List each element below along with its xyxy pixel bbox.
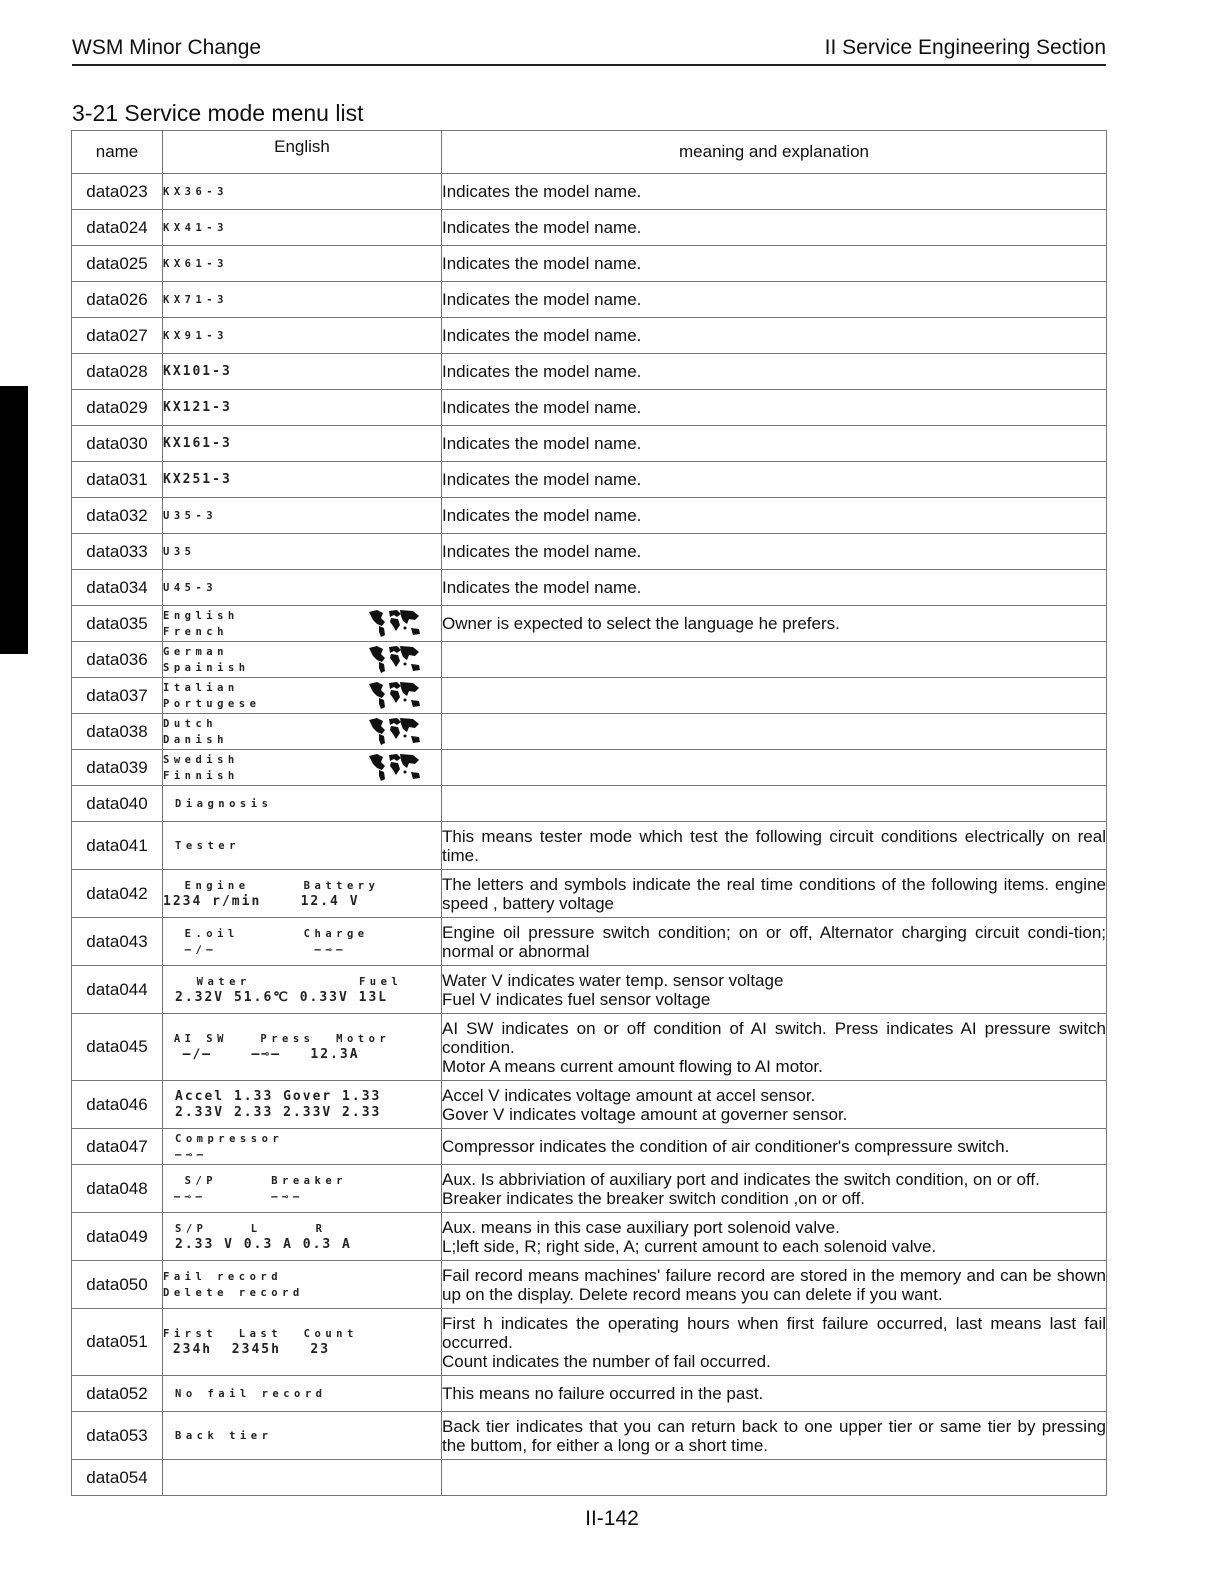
row-name: data035 <box>72 606 163 642</box>
world-map-icon <box>367 608 423 638</box>
explanation-line: Indicates the model name. <box>442 506 642 525</box>
display-line: KX121-3 <box>163 399 232 415</box>
row-display <box>163 1309 442 1376</box>
table-row <box>72 462 1107 498</box>
row-display <box>163 282 442 318</box>
display-line: Dutch <box>163 717 218 730</box>
table-row <box>72 606 1107 642</box>
table-row <box>72 174 1107 210</box>
row-display <box>163 1376 442 1412</box>
table-row <box>72 786 1107 822</box>
row-explanation <box>442 1309 1107 1376</box>
row-display <box>163 426 442 462</box>
table-row <box>72 1129 1107 1165</box>
row-explanation <box>442 318 1107 354</box>
row-display <box>163 1129 442 1165</box>
explanation-line: Back tier indicates that you can return back to one upper tier or same tier by pressing the buttom, for either a long or a short time. <box>442 1416 1106 1455</box>
row-name: data037 <box>72 678 163 714</box>
explanation-line: Indicates the model name. <box>442 254 642 273</box>
row-display <box>163 966 442 1014</box>
row-display <box>163 1165 442 1213</box>
table-row <box>72 822 1107 870</box>
table-row <box>72 1460 1107 1496</box>
table-row <box>72 1309 1107 1376</box>
row-name: data050 <box>72 1261 163 1309</box>
row-name: data044 <box>72 966 163 1014</box>
explanation-line: This means no failure occurred in the past. <box>442 1384 764 1403</box>
row-name: data029 <box>72 390 163 426</box>
row-name: data025 <box>72 246 163 282</box>
row-display <box>163 1213 442 1261</box>
display-line: German <box>163 645 228 658</box>
table-row <box>72 390 1107 426</box>
row-explanation <box>442 1129 1107 1165</box>
explanation-line: Indicates the model name. <box>442 434 642 453</box>
display-line: 2.32V 51.6℃ 0.33V 13L <box>175 989 389 1005</box>
row-name: data031 <box>72 462 163 498</box>
row-explanation <box>442 1412 1107 1460</box>
column-header-name: name <box>72 131 163 174</box>
display-line: —∕— —⊸— 12.3A <box>163 1047 360 1062</box>
table-row <box>72 498 1107 534</box>
explanation-line: Water V indicates water temp. sensor voltage <box>442 970 784 990</box>
display-line: English <box>163 609 239 622</box>
explanation-line: Indicates the model name. <box>442 578 642 597</box>
explanation-line: The letters and symbols indicate the real time conditions of the following items. engine speed , battery voltage <box>442 874 1106 913</box>
row-name: data043 <box>72 918 163 966</box>
row-display <box>163 318 442 354</box>
row-display <box>163 678 442 714</box>
row-explanation <box>442 1460 1107 1496</box>
explanation-line: Owner is expected to select the language he prefers. <box>442 614 840 633</box>
explanation-line: Indicates the model name. <box>442 542 642 561</box>
page-header <box>72 34 1106 66</box>
display-line: —∕— —⊸— <box>163 943 347 956</box>
row-explanation <box>442 354 1107 390</box>
display-line: Delete record <box>163 1286 304 1299</box>
explanation-line: AI SW indicates on or off condition of AI switch. Press indicates AI pressure switch condition. <box>442 1018 1106 1057</box>
display-line: —⊸— —⊸— <box>163 1190 304 1203</box>
table-row <box>72 1213 1107 1261</box>
display-line: Tester <box>175 839 240 852</box>
row-explanation <box>442 822 1107 870</box>
row-display <box>163 1460 442 1496</box>
row-name: data027 <box>72 318 163 354</box>
display-line: U45-3 <box>163 581 218 594</box>
page-number: II-142 <box>585 1507 639 1530</box>
row-explanation <box>442 282 1107 318</box>
row-explanation <box>442 966 1107 1014</box>
explanation-line: Aux. means in this case auxiliary port solenoid valve. <box>442 1217 840 1237</box>
row-display <box>163 1014 442 1081</box>
row-explanation <box>442 642 1107 678</box>
explanation-line: Indicates the model name. <box>442 362 642 381</box>
display-line: No fail record <box>175 1387 327 1400</box>
table-row <box>72 426 1107 462</box>
header-right-text: II Service Engineering Section <box>824 36 1106 59</box>
row-explanation <box>442 174 1107 210</box>
row-name: data036 <box>72 642 163 678</box>
row-name: data046 <box>72 1081 163 1129</box>
explanation-line: Indicates the model name. <box>442 398 642 417</box>
display-line: S/P L R <box>175 1222 327 1235</box>
row-explanation <box>442 246 1107 282</box>
table-row <box>72 918 1107 966</box>
row-name: data042 <box>72 870 163 918</box>
row-display <box>163 642 442 678</box>
explanation-line: Indicates the model name. <box>442 326 642 345</box>
row-name: data054 <box>72 1460 163 1496</box>
display-line: Swedish <box>163 753 239 766</box>
row-name: data051 <box>72 1309 163 1376</box>
row-name: data041 <box>72 822 163 870</box>
world-map-icon <box>367 752 423 782</box>
display-line: 2.33 V 0.3 A 0.3 A <box>175 1236 352 1252</box>
row-explanation <box>442 426 1107 462</box>
row-explanation <box>442 498 1107 534</box>
table-row <box>72 570 1107 606</box>
table-row <box>72 870 1107 918</box>
display-line: French <box>163 625 228 638</box>
explanation-line: Indicates the model name. <box>442 182 642 201</box>
explanation-line: Motor A means current amount flowing to AI motor. <box>442 1056 823 1076</box>
display-line: Fail record <box>163 1270 283 1283</box>
row-display <box>163 210 442 246</box>
row-display <box>163 750 442 786</box>
display-line: KX91-3 <box>163 329 228 342</box>
display-line: Water Fuel <box>175 975 403 988</box>
row-explanation <box>442 210 1107 246</box>
display-line: —⊸— <box>175 1148 208 1161</box>
display-line: Diagnosis <box>175 797 273 810</box>
display-line: KX36-3 <box>163 185 228 198</box>
row-explanation <box>442 462 1107 498</box>
display-line: E.oil Charge <box>163 927 369 940</box>
row-display <box>163 498 442 534</box>
row-name: data028 <box>72 354 163 390</box>
table-row <box>72 354 1107 390</box>
table-row <box>72 246 1107 282</box>
row-display <box>163 174 442 210</box>
explanation-line: Indicates the model name. <box>442 218 642 237</box>
display-line: Italian <box>163 681 239 694</box>
display-line: Portugese <box>163 697 261 710</box>
display-line: Spainish <box>163 661 250 674</box>
table-row <box>72 1412 1107 1460</box>
row-display <box>163 606 442 642</box>
row-name: data052 <box>72 1376 163 1412</box>
table-header-row <box>72 131 1107 174</box>
row-display <box>163 918 442 966</box>
explanation-line: Breaker indicates the breaker switch condition ,on or off. <box>442 1188 866 1208</box>
display-line: KX101-3 <box>163 363 232 379</box>
display-line: 1234 r/min 12.4 V <box>163 893 360 909</box>
row-explanation <box>442 1213 1107 1261</box>
row-explanation <box>442 534 1107 570</box>
row-explanation <box>442 1014 1107 1081</box>
row-name: data034 <box>72 570 163 606</box>
display-line: Back tier <box>175 1429 273 1442</box>
row-explanation <box>442 1261 1107 1309</box>
display-line: S/P Breaker <box>163 1174 347 1187</box>
row-display <box>163 390 442 426</box>
row-display <box>163 1081 442 1129</box>
row-explanation <box>442 1081 1107 1129</box>
row-name: data053 <box>72 1412 163 1460</box>
display-line: KX61-3 <box>163 257 228 270</box>
row-name: data033 <box>72 534 163 570</box>
row-name: data039 <box>72 750 163 786</box>
explanation-line: Indicates the model name. <box>442 470 642 489</box>
row-explanation <box>442 570 1107 606</box>
table-row <box>72 966 1107 1014</box>
row-explanation <box>442 606 1107 642</box>
row-name: data026 <box>72 282 163 318</box>
row-explanation <box>442 870 1107 918</box>
column-header-meaning: meaning and explanation <box>442 131 1107 174</box>
display-line: KX41-3 <box>163 221 228 234</box>
display-line: U35 <box>163 545 196 558</box>
explanation-line: Aux. Is abbriviation of auxiliary port and indicates the switch condition, on or off. <box>442 1169 1040 1189</box>
display-line: KX251-3 <box>163 471 232 487</box>
row-name: data047 <box>72 1129 163 1165</box>
table-row <box>72 714 1107 750</box>
display-line: Finnish <box>163 769 239 782</box>
row-explanation <box>442 390 1107 426</box>
world-map-icon <box>367 680 423 710</box>
row-name: data040 <box>72 786 163 822</box>
table-row <box>72 1014 1107 1081</box>
explanation-line: Gover V indicates voltage amount at governer sensor. <box>442 1104 848 1124</box>
table-row <box>72 534 1107 570</box>
table-row <box>72 1165 1107 1213</box>
row-display <box>163 1261 442 1309</box>
explanation-line: Accel V indicates voltage amount at accel sensor. <box>442 1085 816 1105</box>
table-row <box>72 210 1107 246</box>
world-map-icon <box>367 716 423 746</box>
row-name: data032 <box>72 498 163 534</box>
display-line: AI SW Press Motor <box>163 1033 391 1045</box>
explanation-line: L;left side, R; right side, A; current amount to each solenoid valve. <box>442 1236 937 1256</box>
row-explanation <box>442 1165 1107 1213</box>
explanation-line: Indicates the model name. <box>442 290 642 309</box>
row-explanation <box>442 786 1107 822</box>
table-row <box>72 1081 1107 1129</box>
column-header-english: English <box>163 131 442 174</box>
display-line: Compressor <box>175 1132 284 1145</box>
display-line: Accel 1.33 Gover 1.33 <box>175 1088 382 1104</box>
row-display <box>163 354 442 390</box>
explanation-line: Engine oil pressure switch condition; on or off, Alternator charging circuit condi-tion; normal or abnormal <box>442 922 1106 961</box>
row-display <box>163 870 442 918</box>
row-name: data049 <box>72 1213 163 1261</box>
display-line: U35-3 <box>163 509 218 522</box>
row-explanation <box>442 918 1107 966</box>
display-line: 2.33V 2.33 2.33V 2.33 <box>175 1104 382 1120</box>
row-explanation <box>442 678 1107 714</box>
section-title: 3-21 Service mode menu list <box>72 100 364 126</box>
row-explanation <box>442 714 1107 750</box>
explanation-line: This means tester mode which test the following circuit conditions electrically on real time. <box>442 826 1106 865</box>
explanation-line: Compressor indicates the condition of air conditioner's compressure switch. <box>442 1137 1010 1156</box>
row-name: data048 <box>72 1165 163 1213</box>
display-line: Danish <box>163 733 228 746</box>
service-menu-table <box>71 130 1107 1496</box>
table-row <box>72 1261 1107 1309</box>
header-left-text: WSM Minor Change <box>72 36 262 59</box>
row-display <box>163 822 442 870</box>
section-side-tab <box>0 386 28 654</box>
row-name: data038 <box>72 714 163 750</box>
row-explanation <box>442 750 1107 786</box>
explanation-line: Fuel V indicates fuel sensor voltage <box>442 989 711 1009</box>
table-row <box>72 750 1107 786</box>
table-row <box>72 282 1107 318</box>
world-map-icon <box>367 644 423 674</box>
row-explanation <box>442 1376 1107 1412</box>
row-display <box>163 786 442 822</box>
display-line: 234h 2345h 23 <box>163 1342 331 1357</box>
display-line: KX161-3 <box>163 435 232 451</box>
row-name: data024 <box>72 210 163 246</box>
row-display <box>163 462 442 498</box>
row-display <box>163 534 442 570</box>
table-row <box>72 678 1107 714</box>
row-display <box>163 714 442 750</box>
explanation-line: First h indicates the operating hours when first failure occurred, last means last fail occurred. <box>442 1313 1106 1352</box>
table-row <box>72 1376 1107 1412</box>
table-row <box>72 642 1107 678</box>
display-line: Engine Battery <box>163 879 380 892</box>
row-display <box>163 1412 442 1460</box>
row-display <box>163 246 442 282</box>
explanation-line: Fail record means machines' failure record are stored in the memory and can be shown up on the display. Delete record means you can delete if you want. <box>442 1265 1106 1304</box>
row-name: data045 <box>72 1014 163 1081</box>
row-name: data030 <box>72 426 163 462</box>
row-display <box>163 570 442 606</box>
table-row <box>72 318 1107 354</box>
explanation-line: Count indicates the number of fail occurred. <box>442 1351 771 1371</box>
display-line: KX71-3 <box>163 293 228 306</box>
row-name: data023 <box>72 174 163 210</box>
display-line: First Last Count <box>163 1328 358 1340</box>
